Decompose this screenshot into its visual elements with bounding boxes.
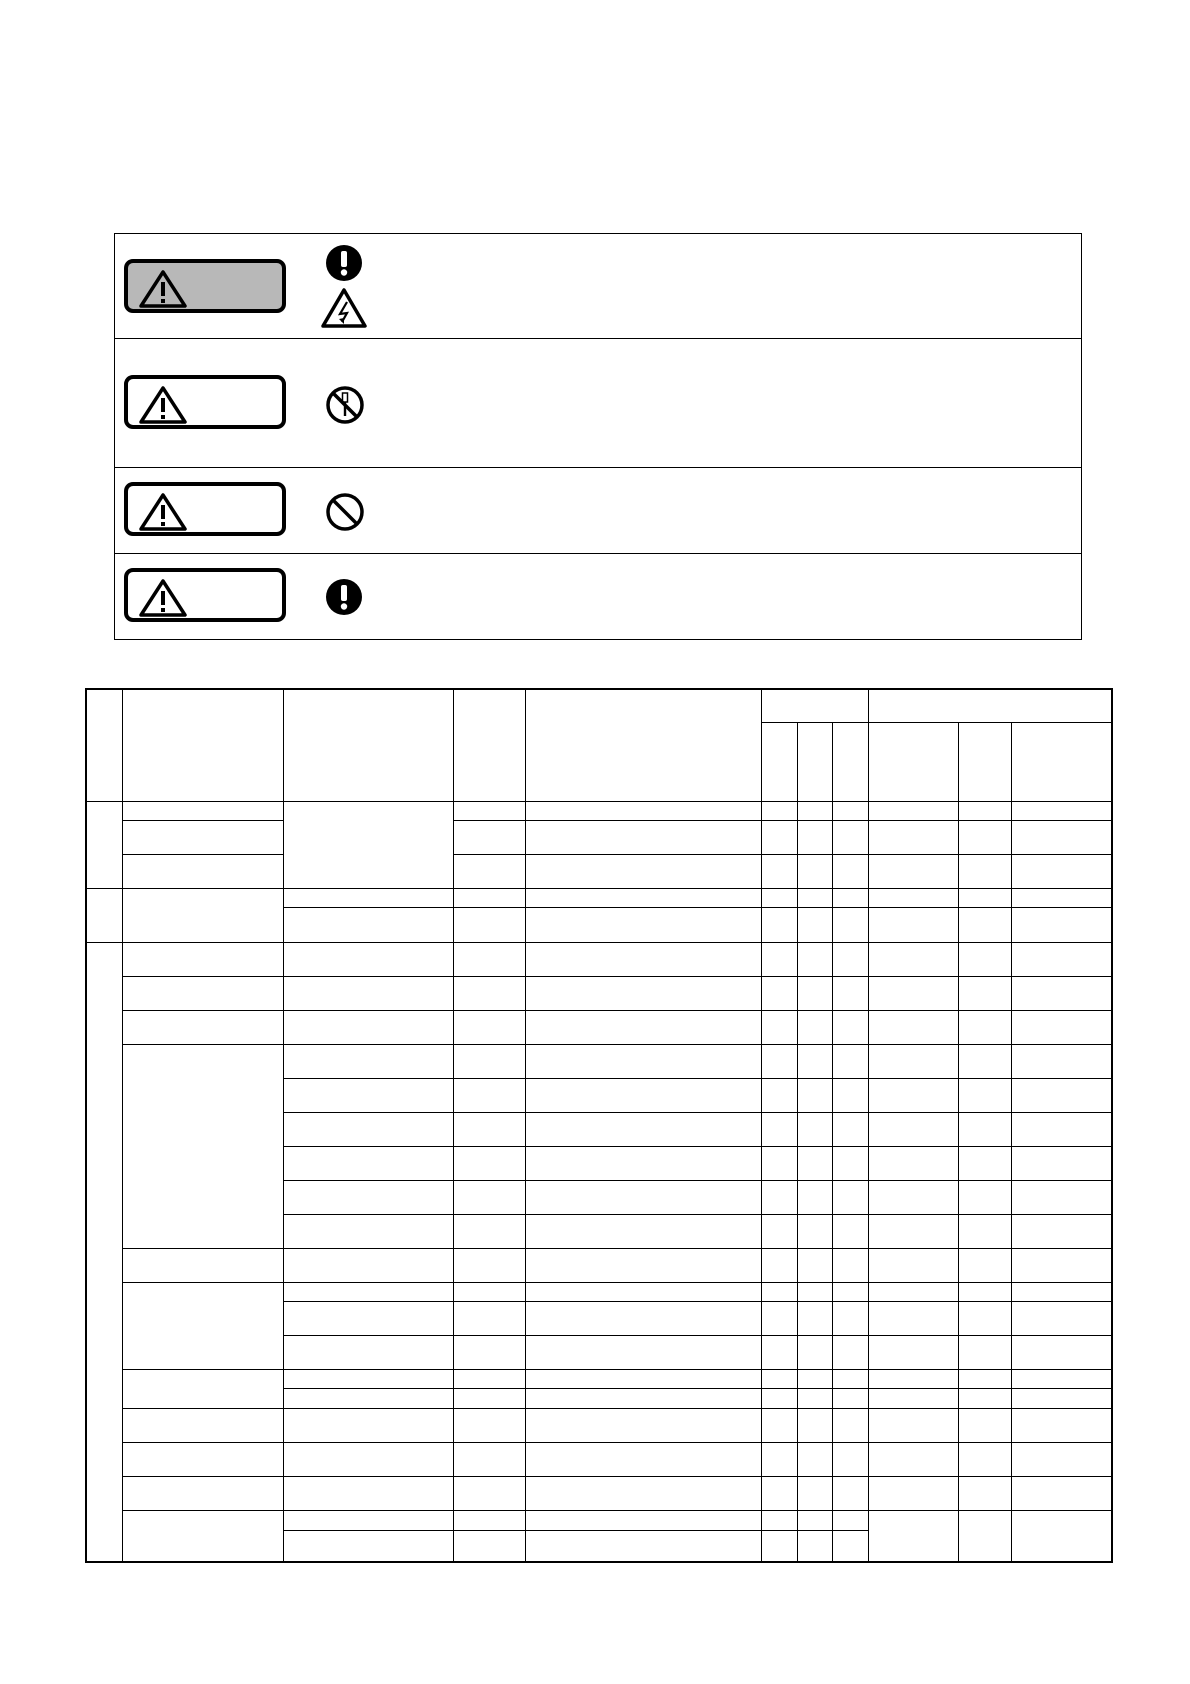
table-row-line — [122, 1442, 1113, 1443]
table-row-line — [453, 854, 1113, 855]
table-row-line — [122, 1248, 1113, 1249]
warning-badge — [124, 375, 286, 429]
prohibition-icon — [325, 492, 365, 532]
table-row-line — [283, 1530, 868, 1531]
table-row-line — [283, 1301, 1113, 1302]
table-section-line — [85, 942, 1113, 943]
table-row-line — [283, 1214, 1113, 1215]
mandatory-action-icon — [325, 244, 363, 282]
table-row-line — [283, 907, 1113, 908]
table-row-line — [122, 976, 1113, 977]
table-row-line — [122, 820, 283, 821]
danger-badge — [124, 259, 286, 313]
table-row-line — [122, 1044, 1113, 1045]
table-row-line — [283, 1078, 1113, 1079]
table-row-line — [283, 1146, 1113, 1147]
warning-triangle-icon — [138, 492, 188, 532]
table-row-line — [283, 1335, 1113, 1336]
table-row-line — [122, 1510, 1113, 1511]
table-column-line — [958, 722, 959, 1563]
table-column-line — [797, 722, 798, 1563]
warning-triangle-icon — [138, 269, 188, 309]
table-column-line — [1011, 722, 1012, 1563]
table-row-line — [122, 1408, 1113, 1409]
table-row-line — [453, 820, 1113, 821]
table-row-line — [283, 1112, 1113, 1113]
no-disassembly-icon — [325, 385, 365, 425]
electric-shock-warning-icon — [320, 287, 368, 329]
warning-triangle-icon — [138, 385, 188, 425]
warning-triangle-icon — [138, 578, 188, 618]
table-row-line — [283, 1388, 1113, 1389]
table-row-line — [283, 1180, 1113, 1181]
table-header-line — [85, 801, 1113, 802]
mandatory-action-icon — [325, 578, 363, 616]
panel-divider — [114, 338, 1082, 339]
table-header-group-line — [761, 722, 1113, 723]
table-row-line — [122, 854, 283, 855]
table-column-line — [832, 722, 833, 1563]
table-section-line — [85, 888, 1113, 889]
table-row-line — [122, 1282, 1113, 1283]
table-row-line — [122, 1369, 1113, 1370]
panel-divider — [114, 467, 1082, 468]
panel-divider — [114, 553, 1082, 554]
caution-badge — [124, 482, 286, 536]
notice-badge — [124, 568, 286, 622]
table-column-line — [283, 688, 284, 1563]
table-row-line — [122, 1010, 1113, 1011]
table-row-line — [122, 1476, 1113, 1477]
